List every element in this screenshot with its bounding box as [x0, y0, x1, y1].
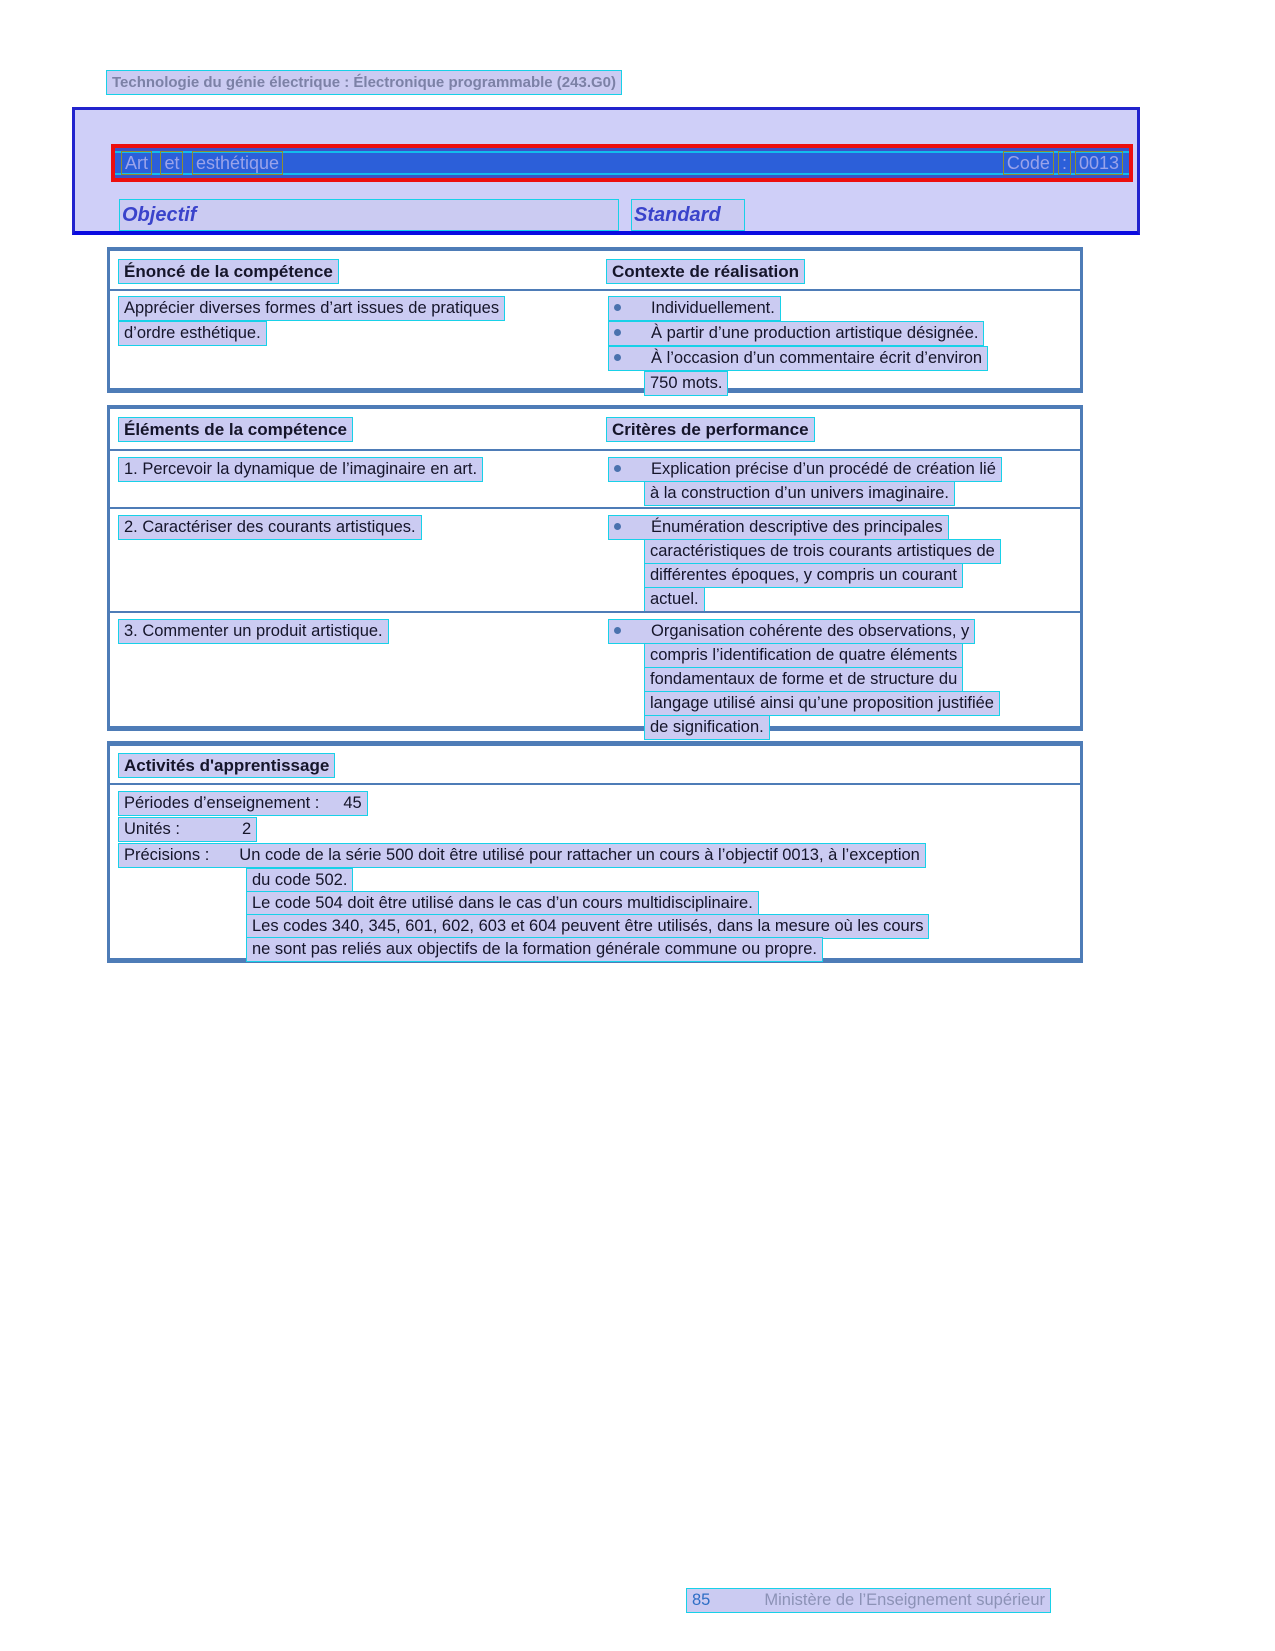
criteria-line: actuel.	[644, 587, 705, 612]
context-item: À partir d’une production artistique désignée.	[608, 321, 984, 346]
statement-line: Apprécier diverses formes d’art issues de pratiques	[118, 296, 505, 321]
context-item: À l’occasion d’un commentaire écrit d’environ	[608, 346, 988, 371]
bullet-icon	[614, 627, 621, 634]
elements-table	[107, 405, 1083, 736]
header-divider	[110, 449, 1080, 451]
criteria-line: langage utilisé ainsi qu’une proposition justifiée	[644, 691, 1000, 716]
bullet-icon	[614, 354, 621, 361]
code-value: 0013	[1075, 151, 1123, 175]
bullet-icon	[614, 304, 621, 311]
units-label: Unités :	[124, 820, 180, 838]
bullet-icon	[614, 329, 621, 336]
periods-line	[118, 791, 368, 816]
precision-continuation: Les codes 340, 345, 601, 602, 603 et 604 peuvent être utilisés, dans la mesure où les cours	[246, 914, 929, 939]
units-value: 2	[241, 820, 252, 838]
table-header-left: Énoncé de la compétence	[118, 259, 339, 284]
criteria-line: Énumération descriptive des principales	[608, 515, 949, 540]
objective-banner	[72, 107, 1140, 235]
banner-code	[1003, 151, 1123, 175]
criteria-line: à la construction d’un univers imaginaire.	[644, 481, 955, 506]
activities-table	[107, 741, 1083, 963]
criteria-line: de signification.	[644, 715, 770, 740]
precision-continuation: du code 502.	[246, 868, 353, 893]
context-item: Individuellement.	[608, 296, 781, 321]
element-item: 1. Percevoir la dynamique de l’imaginaire en art.	[118, 457, 483, 482]
header-divider	[110, 289, 1080, 291]
precision-continuation: Le code 504 doit être utilisé dans le cas d’un cours multidisciplinaire.	[246, 891, 759, 916]
table-header-left: Éléments de la compétence	[118, 417, 353, 442]
element-item: 3. Commenter un produit artistique.	[118, 619, 389, 644]
bullet-icon	[614, 465, 621, 472]
banner-title-band	[115, 151, 1129, 175]
precisions-line: Précisions : Un code de la série 500 doit être utilisé pour rattacher un cours à l’objectif 0013, à l’exception	[118, 843, 926, 868]
bullet-icon	[614, 523, 621, 530]
row-divider	[110, 611, 1080, 613]
element-item: 2. Caractériser des courants artistiques.	[118, 515, 422, 540]
banner-word: Art	[121, 151, 152, 175]
context-item-continuation: 750 mots.	[644, 371, 728, 396]
table-header-right: Contexte de réalisation	[606, 259, 805, 284]
units-line	[118, 817, 257, 842]
criteria-line: caractéristiques de trois courants artistiques de	[644, 539, 1001, 564]
precision-continuation: ne sont pas reliés aux objectifs de la formation générale commune ou propre.	[246, 937, 823, 962]
code-separator: :	[1058, 151, 1071, 175]
criteria-line: Explication précise d’un procédé de création lié	[608, 457, 1002, 482]
criteria-line: différentes époques, y compris un courant	[644, 563, 963, 588]
objectif-heading: Objectif	[119, 199, 619, 231]
banner-word: et	[160, 151, 183, 175]
precisions-label: Précisions :	[124, 846, 210, 864]
footer	[686, 1588, 1051, 1613]
periods-value: 45	[343, 794, 362, 812]
banner-word: esthétique	[192, 151, 283, 175]
row-divider	[110, 507, 1080, 509]
criteria-line: fondamentaux de forme et de structure du	[644, 667, 963, 692]
standard-heading: Standard	[631, 199, 745, 231]
ministry-name: Ministère de l’Enseignement supérieur	[764, 1591, 1046, 1609]
criteria-line: compris l’identification de quatre éléments	[644, 643, 963, 668]
criteria-line: Organisation cohérente des observations, y	[608, 619, 975, 644]
statement-line: d’ordre esthétique.	[118, 321, 267, 346]
table-header-right: Critères de performance	[606, 417, 815, 442]
page-number: 85	[692, 1591, 711, 1609]
code-label: Code	[1003, 151, 1054, 175]
periods-label: Périodes d’enseignement :	[124, 794, 320, 812]
competency-table	[107, 247, 1083, 393]
activities-header: Activités d'apprentissage	[118, 753, 335, 778]
banner-title	[121, 151, 287, 175]
header-divider	[110, 783, 1080, 785]
banner-title-bar	[111, 144, 1133, 182]
document-header: Technologie du génie électrique : Électronique programmable (243.G0)	[106, 70, 622, 95]
